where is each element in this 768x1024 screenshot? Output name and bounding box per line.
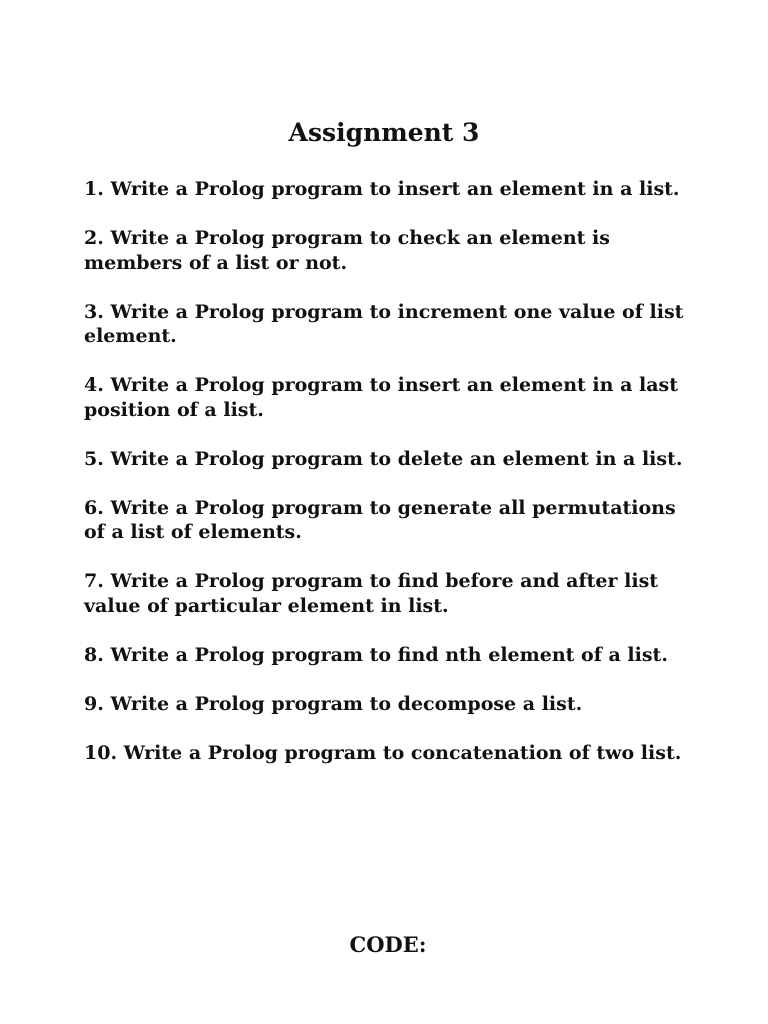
question-item: 1. Write a Prolog program to insert an element in a list. <box>84 178 680 200</box>
question-item: 4. Write a Prolog program to insert an element in a last position of a list. <box>84 374 679 421</box>
question-item: 8. Write a Prolog program to find nth element of a list. <box>84 643 668 666</box>
question-item: 6. Write a Prolog program to generate all permutations of a list of elements. <box>84 496 676 543</box>
question-item: 7. Write a Prolog program to find before and after list value of particular element in list. <box>84 570 659 617</box>
question-item: 9. Write a Prolog program to decompose a list. <box>84 692 583 715</box>
question-item: 3. Write a Prolog program to increment one value of list element. <box>84 300 684 347</box>
page-title: Assignment 3 <box>288 118 480 147</box>
question-item: 10. Write a Prolog program to concatenation of two list. <box>84 741 682 764</box>
question-list <box>84 177 686 790</box>
code-heading: CODE: <box>349 932 427 957</box>
question-item: 5. Write a Prolog program to delete an element in a list. <box>84 447 683 470</box>
question-item: 2. Write a Prolog program to check an element is members of a list or not. <box>84 227 610 274</box>
